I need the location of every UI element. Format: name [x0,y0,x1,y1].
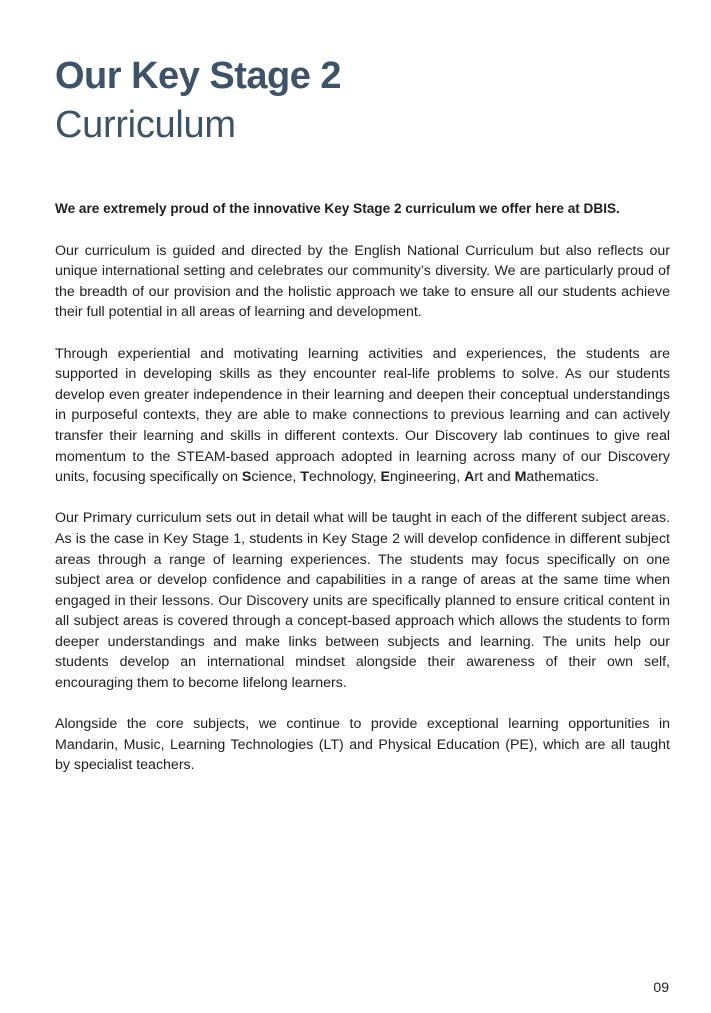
steam-intro-text: Through experiential and motivating learning activities and experiences, the students are supported in developing skills as they encounter real-life problems to solve. As our students develop even greater independence in their learning and deepen their conceptual understandings in purposeful contexts, they are able to make connections to previous learning and can actively transfer their learning and skills in different contexts. Our Discovery lab continues to give real momentum to the STEAM-based approach adopted in learning across many of our Discovery units, focusing specifically on [55,345,670,486]
paragraph-specialist-subjects: Alongside the core subjects, we continue to provide exceptional learning opportunities in Mandarin, Music, Learning Technologies (LT) and Physical Education (PE), which are all taught by specialist teachers. [55,716,670,774]
steam-s-initial: S [241,469,252,486]
steam-mathematics-rest: athematics. [526,469,599,486]
steam-t-initial: T [300,469,309,486]
steam-science-rest: cience, [251,469,301,486]
paragraph-curriculum-overview: Our curriculum is guided and directed by the English National Curriculum but also reflects our unique international setting and celebrates our community’s diversity. We are particularly proud of the breadth of our provision and the holistic approach we take to ensure all our students achieve their full potential in all areas of learning and development. [55,242,670,321]
paragraph-steam-approach [55,344,670,488]
page-number: 09 [653,979,669,995]
paragraph-primary-curriculum: Our Primary curriculum sets out in detail what will be taught in each of the different subject areas. As is the case in Key Stage 1, students in Key Stage 2 will develop confidence in different subject areas through a range of learning experiences. The students may focus specifically on one subject area or develop confidence and capabilities in a range of areas at the same time when engaged in their lessons. Our Discovery units are specifically planned to ensure critical content in all subject areas is covered through a concept-based approach which allows the students to form deeper understandings and make links between subjects and learning. The units help our students develop an international mindset alongside their awareness of their own self, encouraging them to become lifelong learners. [55,510,670,692]
page-title [55,52,341,150]
steam-a-initial: A [464,469,475,486]
title-line-1: Our Key Stage 2 [55,55,342,97]
steam-engineering-rest: ngineering, [389,469,465,486]
steam-m-initial: M [514,469,527,486]
steam-art-rest: rt and [474,469,515,486]
body-content [55,199,670,797]
lead-paragraph: We are extremely proud of the innovative Key Stage 2 curriculum we offer here at DBIS. [55,201,620,216]
steam-technology-rest: echnology, [308,469,381,486]
steam-e-initial: E [380,469,390,486]
title-line-2: Curriculum [55,104,236,146]
